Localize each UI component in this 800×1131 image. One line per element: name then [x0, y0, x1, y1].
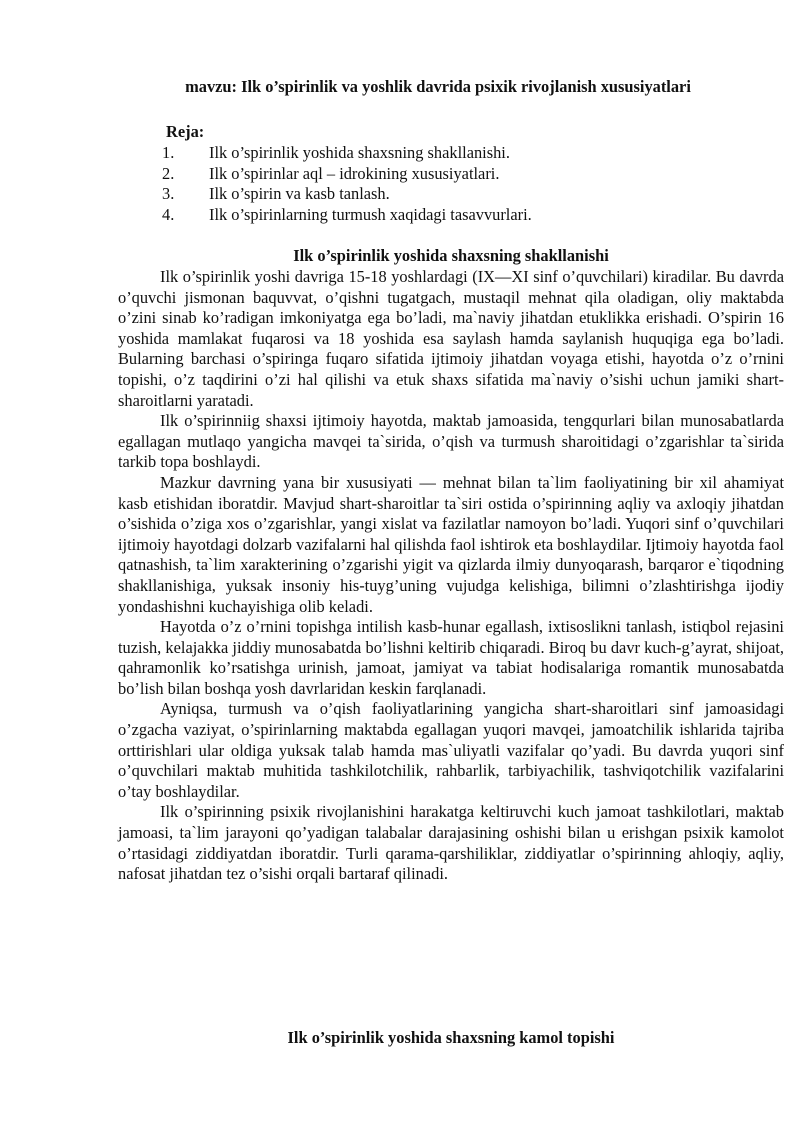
section-body [118, 267, 784, 885]
body-paragraph: Mazkur davrning yana bir xususiyati — mehnat bilan ta`lim faoliyatining bir xil ahamiyat kasb etishidan iboratdir. Mavjud shart-sharoitlar ta`siri ostida o’spirinning aqliy va axloqiy jihatdan o’sishida o’ziga xos o’zgarishlar, yangi xislat va fazilatlar namoyon bo’ladi. Yuqori sinf o’quvchilari ijtimoiy hayotdagi dolzarb vazifalarni hal qilishda faol ishtirok eta boshlaydilar. Ijtimoiy hayotda faol qatnashish, ta`lim xarakterining o’zgarishi yigit va qizlarda ilmiy dunyoqarash, barqaror e`tiqodning shakllanishiga, yuksak insoniy his-tuyg’uning vujudga kelishiga, bilimni o’zlashtirishga ijodiy yondashishni kuchayishiga olib keladi. [118, 472, 784, 616]
plan-item-text: Ilk o’spirin va kasb tanlash. [209, 184, 390, 204]
plan-item-text: Ilk o’spirinlar aql – idrokining xususiyatlari. [209, 163, 500, 183]
document-title: mavzu: Ilk o’spirinlik va yoshlik davrida psixik rivojlanish xususiyatlari [185, 77, 691, 96]
plan-item-text: Ilk o’spirinlarning turmush xaqidagi tasavvurlari. [209, 204, 532, 224]
plan-item-text: Ilk o’spirinlik yoshida shaxsning shakllanishi. [209, 143, 510, 162]
plan-label: Reja: [166, 122, 205, 141]
plan-item [162, 205, 532, 226]
body-paragraph: Ilk o’spirinniig shaxsi ijtimoiy hayotda, maktab jamoasida, tengqurlari bilan munosabatlarda egallagan mutlaqo yangicha mavqei ta`sirida, o’qish va turmush sharoitidagi o’zgarishlar ta`sirida tarkib topa boshlaydi. [118, 411, 784, 472]
body-paragraph: Ayniqsa, turmush va o’qish faoliyatlarining yangicha shart-sharoitlari sinf jamoasidagi o’zgacha vaziyat, o’spirinlarning maktabda egallagan yuqori mavqei, jamoatchilik ishlarida tajriba orttirishlari ular oldiga yuksak talab hamda mas`uliyatli vazifalar qo’yadi. Bu davrda yuqori sinf o’quvchilari maktab muhitida tashkilotchilik, rahbarlik, tarbiyachilik, tashviqotchilik vazifalarini o’tay boshlaydilar. [118, 699, 784, 801]
plan-list [162, 143, 532, 225]
plan-item-number: 1. [162, 143, 175, 162]
body-paragraph: Ilk o’spirinning psixik rivojlanishini harakatga keltiruvchi kuch jamoat tashkilotlari, maktab jamoasi, ta`lim jarayoni qo’yadigan talabalar darajasining oshishi bilan u erishgan psixik kamolot o’rtasidagi ziddiyatdan iboratdir. Turli qarama-qarshiliklar, ziddiyatlar o’spirinning ahloqiy, aqliy, nafosat jihatdan tez o’sishi orqali bartaraf qilinadi. [118, 802, 784, 884]
plan-item-number: 3. [162, 184, 175, 204]
body-paragraph: Ilk o’spirinlik yoshi davriga 15-18 yoshlardagi (IX—XI sinf o’quvchilari) kiradilar. Bu davrda o’quvchi jismonan baquvvat, o’qishni tugatgach, mustaqil mehnat qila oladigan, oliy maktabda o’zini sinab ko’radigan imkoniyatga ega bo’ladi, ma`naviy jihatdan etuklikka erishadi. O’spirin 16 yoshida mamlakat fuqarosi va 18 yoshida esa saylash hamda saylanish huquqiga ega bo’ladi. Bularning barchasi o’spiringa fuqaro sifatida ijtimoiy jihatdan voyaga etishi, hayotda o’z o’rnini topishi, o’z taqdirini o’zi hal qilishi va etuk shaxs sifatida ma`naviy o’sishi uchun jamiki shart-sharoitlarni yaratadi. [118, 267, 784, 410]
plan-item-number: 4. [162, 204, 175, 224]
section-heading-2: Ilk o’spirinlik yoshida shaxsning kamol topishi [287, 1028, 615, 1047]
plan-item-number: 2. [162, 163, 175, 183]
plan-item [162, 143, 532, 164]
section-heading: Ilk o’spirinlik yoshida shaxsning shakllanishi [293, 246, 609, 265]
plan-item [162, 164, 532, 185]
body-paragraph: Hayotda o’z o’rnini topishga intilish kasb-hunar egallash, ixtisoslikni tanlash, istiqbol rejasini tuzish, kelajakka jiddiy munosabatda bo’lishni keltirib chiqaradi. Biroq bu davr kuch-g’ayrat, shijoat, qahramonlik ko’rsatishga urinish, jamoat, jamiyat va tabiat hodisalariga romantik munosabatda bo’lish bilan boshqa yosh davrlaridan keskin farqlanadi. [118, 617, 784, 698]
plan-item [162, 184, 532, 205]
